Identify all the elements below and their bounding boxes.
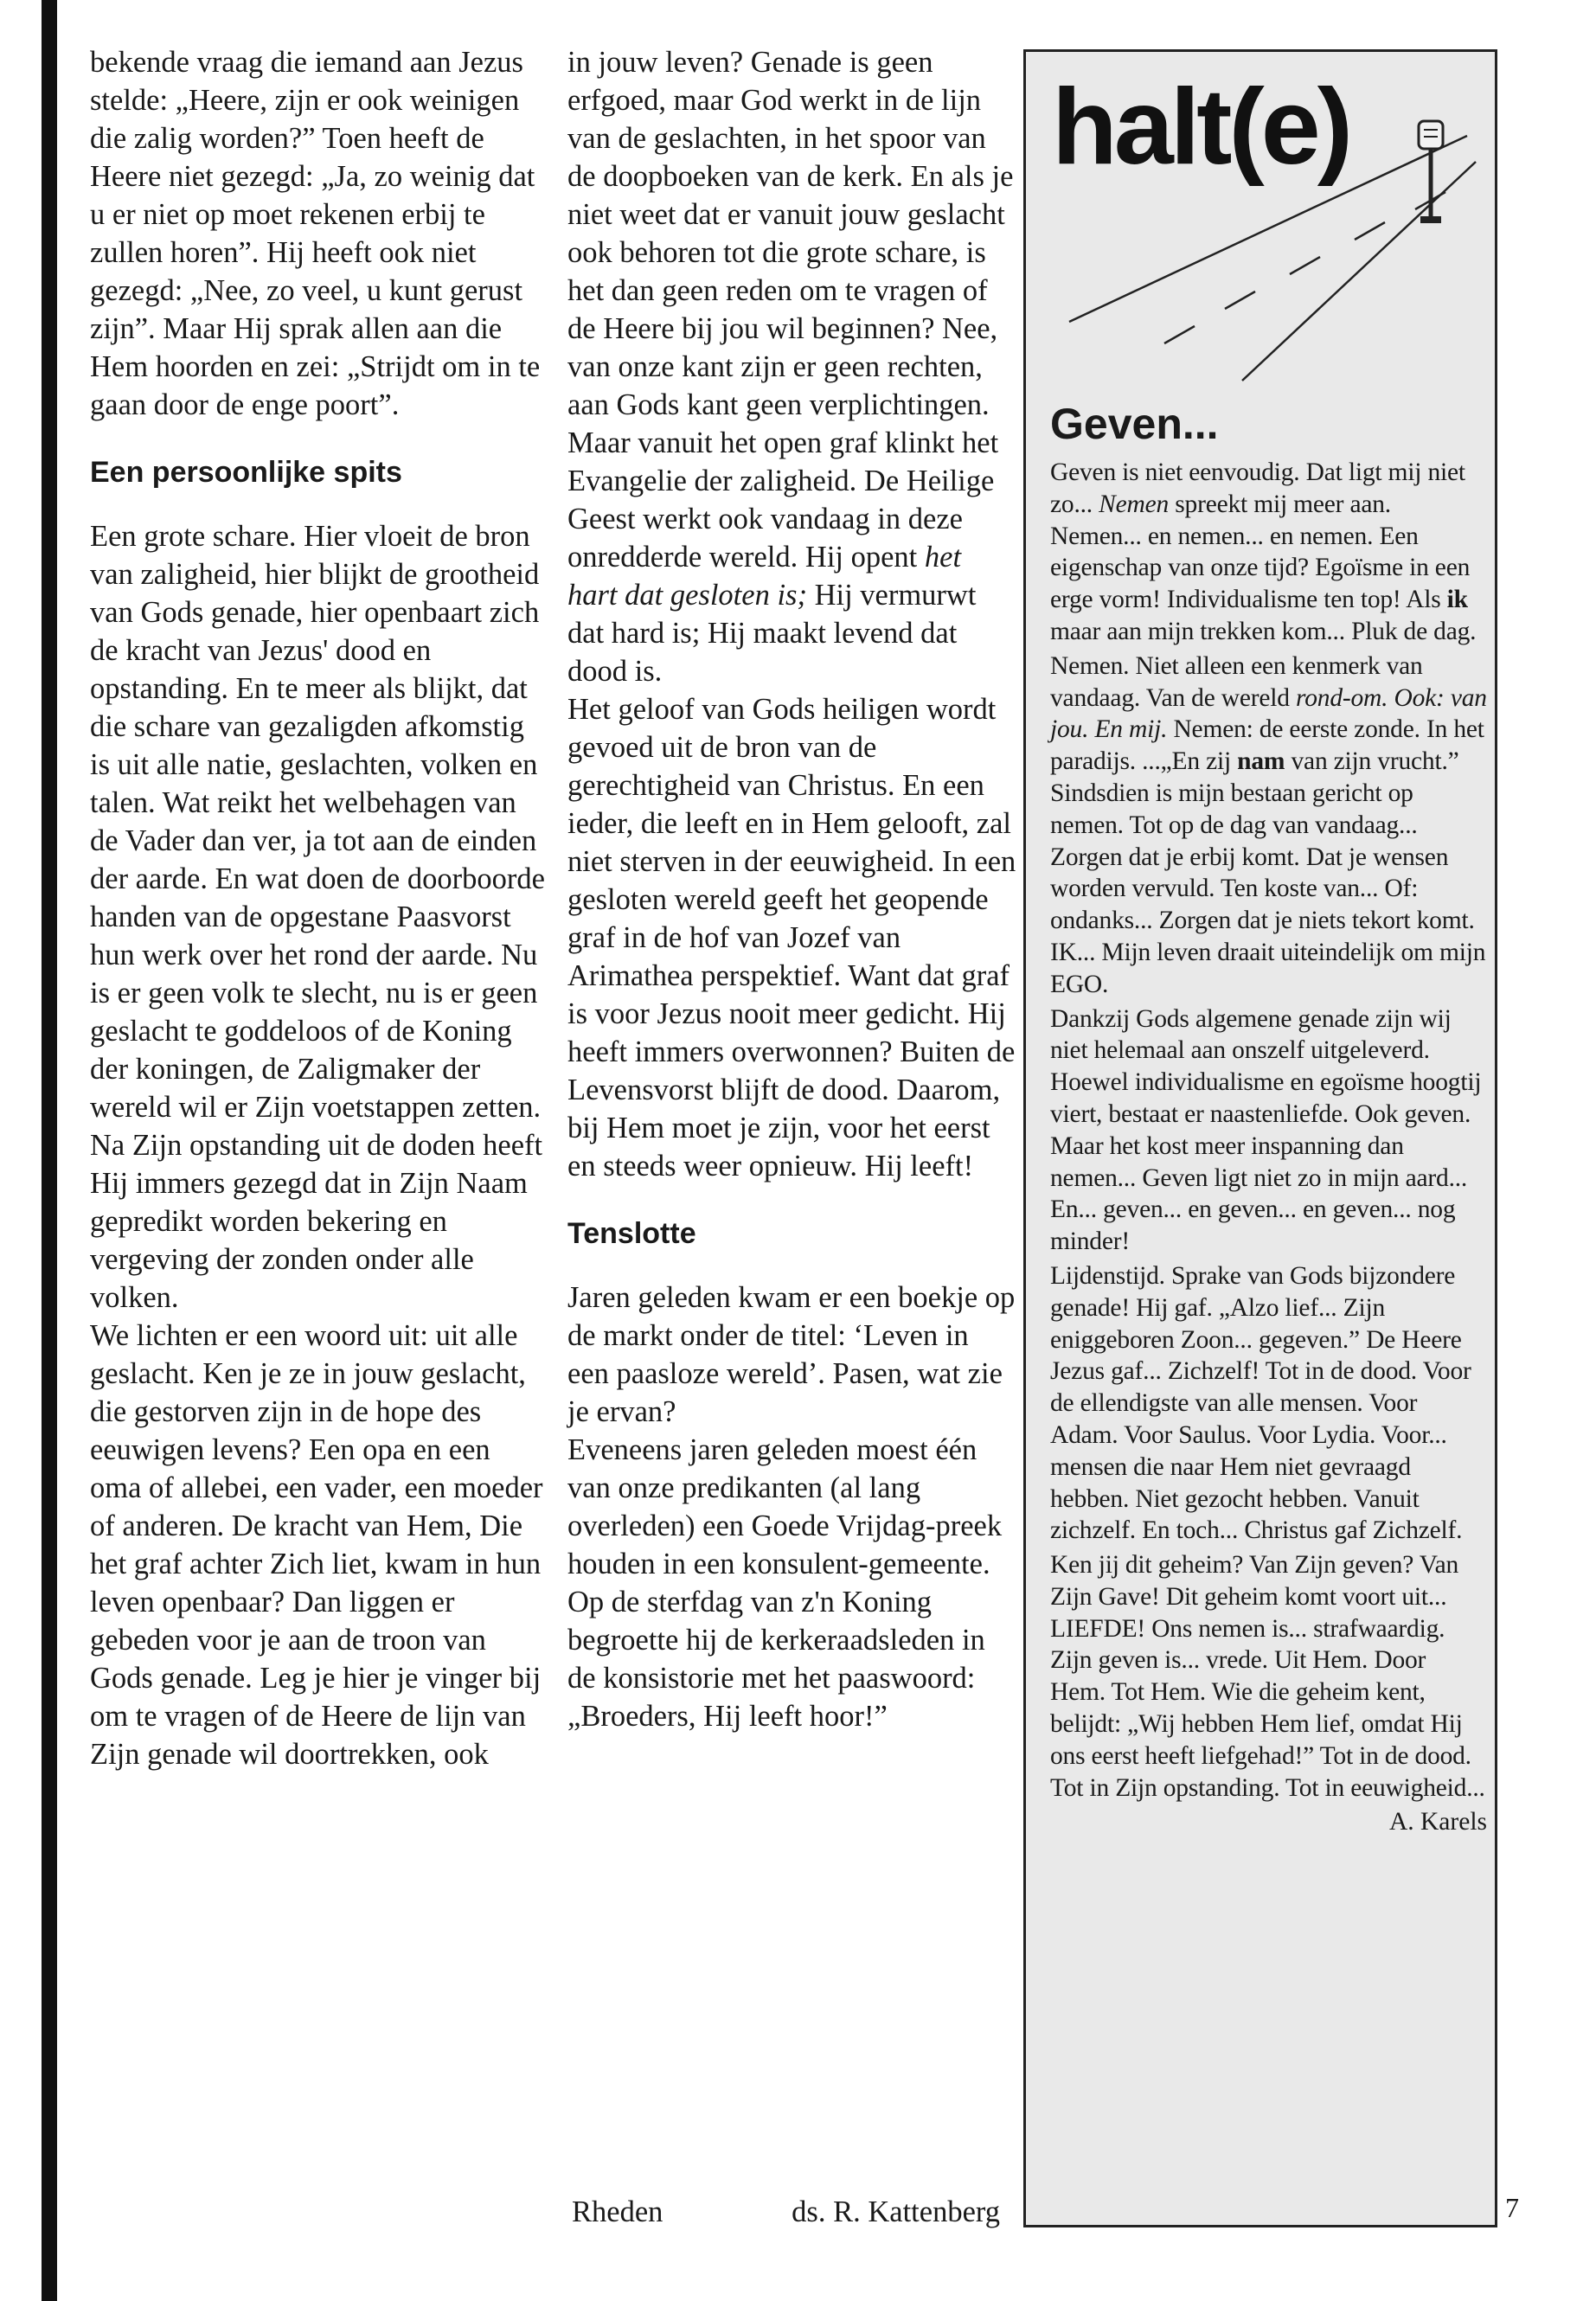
sidebar-paragraph [1050,651,1487,1001]
signature-author: ds. R. Kattenberg [792,2195,1000,2228]
sidebar-body [1050,457,1487,1838]
body-paragraph: Eveneens jaren geleden moest één van onze predikanten (al lang overleden) een Goede Vrijdag-preek houden in een konsulent-gemeente. Op de sterfdag van z'n Koning begroette hij de kerkeraadsleden in de konsistorie met het paaswoord: „Broeders, Hij leeft hoor!” [567,1433,1003,1733]
text-run: Hij vermurwt dat hard is; Hij maakt levend dat dood is. [567,579,977,688]
sidebar-signature: A. Karels [1388,1808,1487,1836]
article-column-2 [567,43,1017,1735]
logo-text: halt(e) [1052,67,1349,187]
section-heading-persoonlijke-spits: Een persoonlijke spits [90,456,402,489]
text-run: Nemen. Niet alleen een kenmerk van vandaag. Van de wereld [1050,651,1423,712]
sidebar-paragraph: Dankzij Gods algemene genade zijn wij niet helemaal aan onszelf uitgeleverd. Hoewel individualisme en egoïsme hoogtij viert, bestaat er naastenliefde. Ook geven. Maar het kost meer inspanning dan nemen... Geven ligt niet zo in mijn aard... En... geven... en geven... en geven... nog minder! [1050,1004,1482,1256]
sidebar-paragraph: Ken jij dit geheim? Van Zijn geven? Van Zijn Gave! Dit geheim komt voort uit... LIEFDE! Ons nemen is... strafwaardig. Zijn geven is... vrede. Uit Hem. Door Hem. Tot Hem. Wie die geheim kent, belijdt: „Wij hebben Hem lief, omdat Hij ons eerst heeft liefgehad!” Tot in de dood. Tot in Zijn opstanding. Tot in eeuwigheid... [1050,1551,1485,1802]
article-signature [567,2193,1000,2231]
italic-text: Nemen [1099,490,1170,518]
sidebar-title: Geven... [1050,400,1219,448]
bold-text: ik [1446,586,1468,614]
sidebar-box-geven [1023,49,1497,2227]
article-column-1 [90,43,548,1773]
signature-place: Rheden [572,2195,663,2228]
body-paragraph: Jaren geleden kwam er een boekje op de markt onder de titel: ‘Leven in een paasloze wereld’. Pasen, wat zie je ervan? [567,1281,1016,1428]
halte-logo [1052,62,1502,391]
page-binding-edge [42,0,57,2301]
section-heading-tenslotte: Tenslotte [567,1217,696,1250]
italic-text: rond-om. Ook: van jou. En mij. [1050,683,1487,744]
intro-paragraph: bekende vraag die iemand aan Jezus stelde: „Heere, zijn er ook weinigen die zalig worden?” Toen heeft de Heere niet gezegd: „Ja, zo weinig dat u er niet op moet rekenen erbij te zullen horen”. Hij heeft ook niet gezegd: „Nee, zo veel, u kunt gerust zijn”. Maar Hij sprak allen aan die Hem hoorden en zei: „Strijdt om in te gaan door de enge poort”. [90,46,541,421]
text-run: spreekt mij meer aan. Nemen... en nemen... en nemen. Een eigenschap van onze tijd? Egoïsme in een erge vorm! Individualisme ten top! Als [1050,490,1471,614]
italic-text: het hart dat gesloten is; [567,541,962,612]
text-run: in jouw leven? Genade is geen erfgoed, maar God werkt in de lijn van de geslachten, in het spoor van de doopboeken van de kerk. En als je niet weet dat er vanuit jouw geslacht ook behoren tot die grote schare, is het dan geen reden om te vragen of de Heere bij jou wil beginnen? Nee, van onze kant zijn er geen rechten, aan Gods kant geen verplichtingen. Maar vanuit het open graf klinkt het Evangelie der zaligheid. De Heilige Geest werkt ook vandaag in deze onredderde wereld. Hij opent [567,46,1014,574]
sidebar-paragraph: Lijdenstijd. Sprake van Gods bijzondere genade! Hij gaf. „Alzo lief... Zijn eniggeboren Zoon... gegeven.” De Heere Jezus gaf... Zichzelf! Tot in de dood. Voor de ellendigste van alle mensen. Voor Adam. Voor Saulus. Voor Lydia. Voor... mensen die naar Hem niet gevraagd hebben. Niet gezocht hebben. Vanuit zichzelf. En toch... Christus gaf Zichzelf. [1050,1261,1471,1545]
body-paragraph [567,43,1017,690]
text-run: Geven is niet eenvoudig. Dat ligt mij niet zo... [1050,458,1465,518]
page-number: 7 [1505,2192,1519,2223]
body-paragraph: Het geloof van Gods heiligen wordt gevoed uit de bron van de gerechtigheid van Christus. En een ieder, die leeft en in Hem gelooft, zal niet sterven in der eeuwigheid. In een gesloten wereld geeft het geopende graf in de hof van Jozef van Arimathea perspektief. Want dat graf is voor Jezus nooit meer gedicht. Hij heeft immers overwonnen? Buiten de Levensvorst blijft de dood. Daarom, bij Hem moet je zijn, voor het eerst en steeds weer opnieuw. Hij leeft! [567,693,1016,1183]
text-run: maar aan mijn trekken kom... Pluk de dag. [1050,617,1477,645]
sidebar-paragraph [1050,457,1487,648]
text-run: Nemen: de eerste zonde. In het paradijs. ...„En zij [1050,715,1484,776]
text-run: van zijn vrucht.” Sindsdien is mijn bestaan gericht op nemen. Tot op de dag van vandaag... Zorgen dat je erbij komt. Dat je wensen worden vervuld. Ten koste van... Of: ondanks... Zorgen dat je niets tekort komt. IK... Mijn leven draait uiteindelijk om mijn EGO. [1050,747,1486,998]
body-paragraph: Een grote schare. Hier vloeit de bron van zaligheid, hier blijkt de grootheid van Gods genade, hier openbaart zich de kracht van Jezus' dood en opstanding. En te meer als blijkt, dat die schare van gezaligden afkomstig is uit alle natie, geslachten, volken en talen. Wat reikt het welbehagen van de Vader dan ver, ja tot aan de einden der aarde. En wat doen de doorboorde handen van de opgestane Paasvorst hun werk over het rond der aarde. Nu is er geen volk te slecht, nu is er geen geslacht te goddeloos of de Koning der koningen, de Zaligmaker der wereld wil er Zijn voetstappen zetten. Na Zijn opstanding uit de doden heeft Hij immers gezegd dat in Zijn Naam gepredikt worden bekering en vergeving der zonden onder alle volken. [90,520,545,1314]
body-paragraph: We lichten er een woord uit: uit alle geslacht. Ken je ze in jouw geslacht, die gestorven zijn in de hope des eeuwigen levens? Een opa en een oma of allebei, een vader, een moeder of anderen. De kracht van Hem, Die het graf achter Zich liet, kwam in hun leven openbaar? Dan liggen er gebeden voor je aan de troon van Gods genade. Leg je hier je vinger bij om te vragen of de Heere de lijn van Zijn genade wil doortrekken, ook [90,1319,543,1771]
bold-text: nam [1237,747,1285,776]
